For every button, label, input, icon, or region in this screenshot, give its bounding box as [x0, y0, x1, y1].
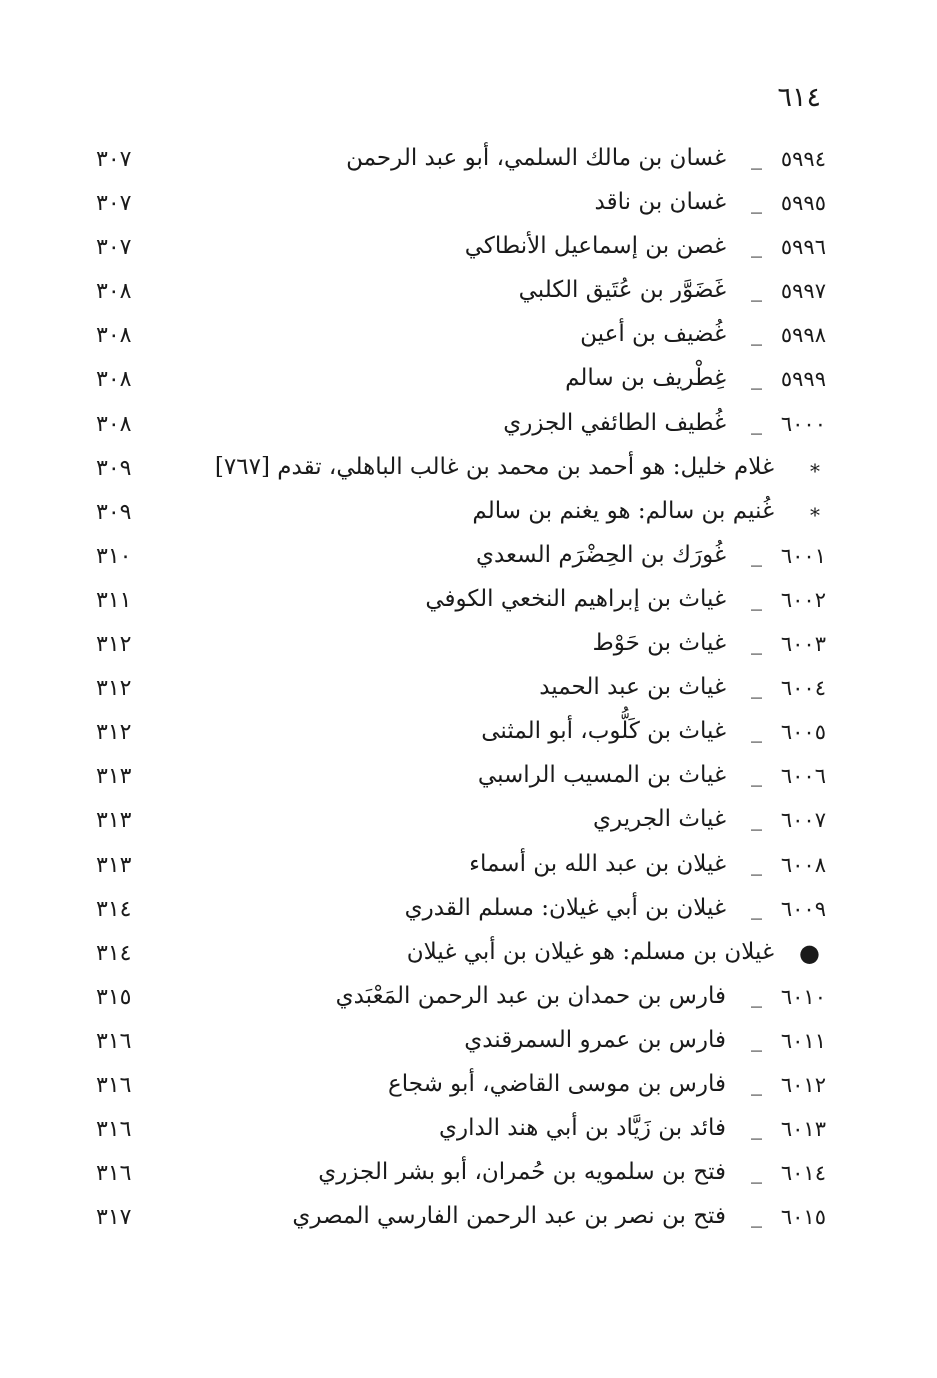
entry-dash: _	[751, 189, 762, 215]
entry-number: ٦٠١٠	[780, 984, 826, 1009]
entry-dash: _	[751, 850, 762, 876]
entry-page-number: ٣١٢	[96, 632, 132, 658]
page-number: ٦١٤	[777, 82, 821, 113]
entry-dash: _	[751, 277, 762, 303]
entry-dash: _	[751, 585, 762, 611]
index-entry	[96, 229, 826, 273]
entry-name: فارس بن حمدان بن عبد الرحمن المَعْبَدي	[335, 982, 726, 1009]
entry-page-number: ٣١٥	[96, 984, 132, 1010]
entry-page-number: ٣٠٨	[96, 367, 132, 393]
entry-dash: _	[751, 630, 762, 656]
entry-dash: _	[751, 233, 762, 259]
entry-name: غياث بن حَوْط	[592, 630, 726, 657]
entry-page-number: ٣٠٩	[96, 499, 132, 525]
entry-number: ٥٩٩٤	[780, 147, 826, 171]
entry-name: غَضَوَّر بن عُتَيق الكلبي	[518, 277, 726, 304]
index-entry	[96, 758, 826, 802]
entry-name: غلام خليل: هو أحمد بن محمد بن غالب الباهلي، تقدم [٧٦٧]	[214, 453, 774, 480]
entry-page-number: ٣٠٨	[96, 411, 132, 437]
entry-number: ٦٠٠١	[780, 543, 826, 568]
index-entry	[96, 361, 826, 405]
entry-dash: _	[751, 806, 762, 832]
entry-name: غسان بن ناقد	[594, 189, 726, 216]
index-entry	[96, 891, 826, 935]
entry-name: فارس بن موسى القاضي، أبو شجاع	[388, 1070, 726, 1097]
entry-name: غياث الجريري	[593, 806, 726, 833]
entry-name: غُطيف الطائفي الجزري	[503, 409, 726, 436]
entry-page-number: ٣١٣	[96, 808, 132, 834]
entry-dash: _	[751, 982, 762, 1008]
entry-number: ٥٩٩٦	[780, 235, 826, 260]
index-entry	[96, 494, 826, 538]
entry-number: ٦٠٠٨	[780, 852, 826, 877]
index-entry	[96, 406, 826, 450]
entry-name: غياث بن إبراهيم النخعي الكوفي	[425, 585, 726, 612]
index-list	[96, 141, 826, 1243]
asterisk-marker: *	[810, 458, 820, 483]
index-entry	[96, 582, 826, 626]
bullet-marker: ●	[799, 938, 820, 967]
entry-page-number: ٣١٤	[96, 896, 132, 922]
entry-dash: _	[751, 1203, 762, 1229]
entry-name: غُنيم بن سالم: هو يغنم بن سالم	[472, 497, 774, 524]
entry-dash: _	[751, 894, 762, 920]
entry-page-number: ٣١٧	[96, 1205, 132, 1231]
entry-page-number: ٣١٦	[96, 1072, 132, 1098]
index-entry	[96, 802, 826, 846]
entry-name: غسان بن مالك السلمي، أبو عبد الرحمن	[346, 145, 726, 171]
index-entry	[96, 935, 826, 979]
entry-page-number: ٣١٣	[96, 852, 132, 878]
entry-page-number: ٣١٢	[96, 676, 132, 702]
entry-page-number: ٣١٠	[96, 543, 132, 569]
entry-dash: _	[751, 145, 762, 170]
entry-number: ٦٠٠٥	[780, 720, 826, 745]
index-entry	[96, 317, 826, 361]
entry-number: ٦٠١١	[780, 1028, 826, 1053]
index-entry	[96, 626, 826, 670]
entry-page-number: ٣٠٩	[96, 455, 132, 481]
entry-dash: _	[751, 409, 762, 435]
entry-name: غيلان بن أبي غيلان: مسلم القدري	[404, 894, 726, 921]
entry-number: ٥٩٩٩	[780, 367, 826, 392]
entry-number: ٦٠٠٣	[780, 632, 826, 657]
index-entry	[96, 185, 826, 229]
index-entry	[96, 450, 826, 494]
entry-number: ٦٠٠٦	[780, 764, 826, 789]
entry-number: ٦٠١٢	[780, 1072, 826, 1097]
entry-dash: _	[751, 674, 762, 700]
entry-page-number: ٣١٦	[96, 1117, 132, 1143]
entry-dash: _	[751, 718, 762, 744]
entry-number: ٦٠٠٧	[780, 808, 826, 833]
entry-page-number: ٣٠٧	[96, 235, 132, 261]
entry-number: ٦٠١٣	[780, 1117, 826, 1142]
entry-dash: _	[751, 1115, 762, 1141]
index-entry	[96, 273, 826, 317]
entry-name: غيلان بن عبد الله بن أسماء	[469, 850, 726, 877]
entry-name: غياث بن المسيب الراسبي	[477, 762, 726, 789]
entry-number: ٦٠٠٤	[780, 676, 826, 701]
entry-name: غياث بن عبد الحميد	[539, 674, 726, 701]
entry-name: غُورَك بن الحِضْرَم السعدي	[475, 541, 726, 568]
entry-page-number: ٣٠٨	[96, 279, 132, 305]
entry-dash: _	[751, 762, 762, 788]
index-entry	[96, 714, 826, 758]
entry-page-number: ٣١٤	[96, 940, 132, 966]
entry-dash: _	[751, 1026, 762, 1052]
entry-name: غُضيف بن أعين	[580, 321, 726, 348]
index-entry	[96, 1023, 826, 1067]
index-entry	[96, 979, 826, 1023]
entry-number: ٦٠٠٢	[780, 587, 826, 612]
index-entry	[96, 670, 826, 714]
index-entry	[96, 538, 826, 582]
entry-page-number: ٣٠٨	[96, 323, 132, 349]
entry-name: غيلان بن مسلم: هو غيلان بن أبي غيلان	[406, 938, 774, 965]
entry-number: ٦٠١٥	[780, 1205, 826, 1230]
index-entry	[96, 1155, 826, 1199]
entry-name: غياث بن كَلُّوب، أبو المثنى	[481, 718, 726, 745]
entry-number: ٦٠٠٠	[780, 411, 826, 436]
entry-page-number: ٣١١	[96, 587, 132, 613]
entry-name: فارس بن عمرو السمرقندي	[464, 1026, 726, 1053]
entry-name: غِطْريف بن سالم	[565, 365, 726, 392]
entry-number: ٦٠١٤	[780, 1161, 826, 1186]
entry-name: غصن بن إسماعيل الأنطاكي	[464, 233, 726, 260]
entry-number: ٥٩٩٧	[780, 279, 826, 304]
entry-number: ٦٠٠٩	[780, 896, 826, 921]
entry-page-number: ٣١٢	[96, 720, 132, 746]
entry-page-number: ٣١٦	[96, 1161, 132, 1187]
entry-dash: _	[751, 541, 762, 567]
index-entry	[96, 1111, 826, 1155]
entry-dash: _	[751, 1070, 762, 1096]
entry-page-number: ٣١٣	[96, 764, 132, 790]
entry-number: ٥٩٩٨	[780, 323, 826, 348]
index-entry	[96, 1199, 826, 1243]
entry-page-number: ٣٠٧	[96, 191, 132, 217]
entry-page-number: ٣١٦	[96, 1028, 132, 1054]
entry-dash: _	[751, 321, 762, 347]
index-entry	[96, 1067, 826, 1111]
entry-name: فتح بن سلمويه بن حُمران، أبو بشر الجزري	[318, 1159, 726, 1186]
entry-dash: _	[751, 1159, 762, 1185]
entry-name: فتح بن نصر بن عبد الرحمن الفارسي المصري	[292, 1203, 726, 1230]
entry-page-number: ٣٠٧	[96, 147, 132, 172]
asterisk-marker: *	[810, 502, 820, 527]
entry-name: فائد بن زَيَّاد بن أبي هند الداري	[439, 1115, 726, 1142]
index-entry	[96, 141, 826, 185]
entry-dash: _	[751, 365, 762, 391]
index-entry	[96, 847, 826, 891]
entry-number: ٥٩٩٥	[780, 191, 826, 216]
